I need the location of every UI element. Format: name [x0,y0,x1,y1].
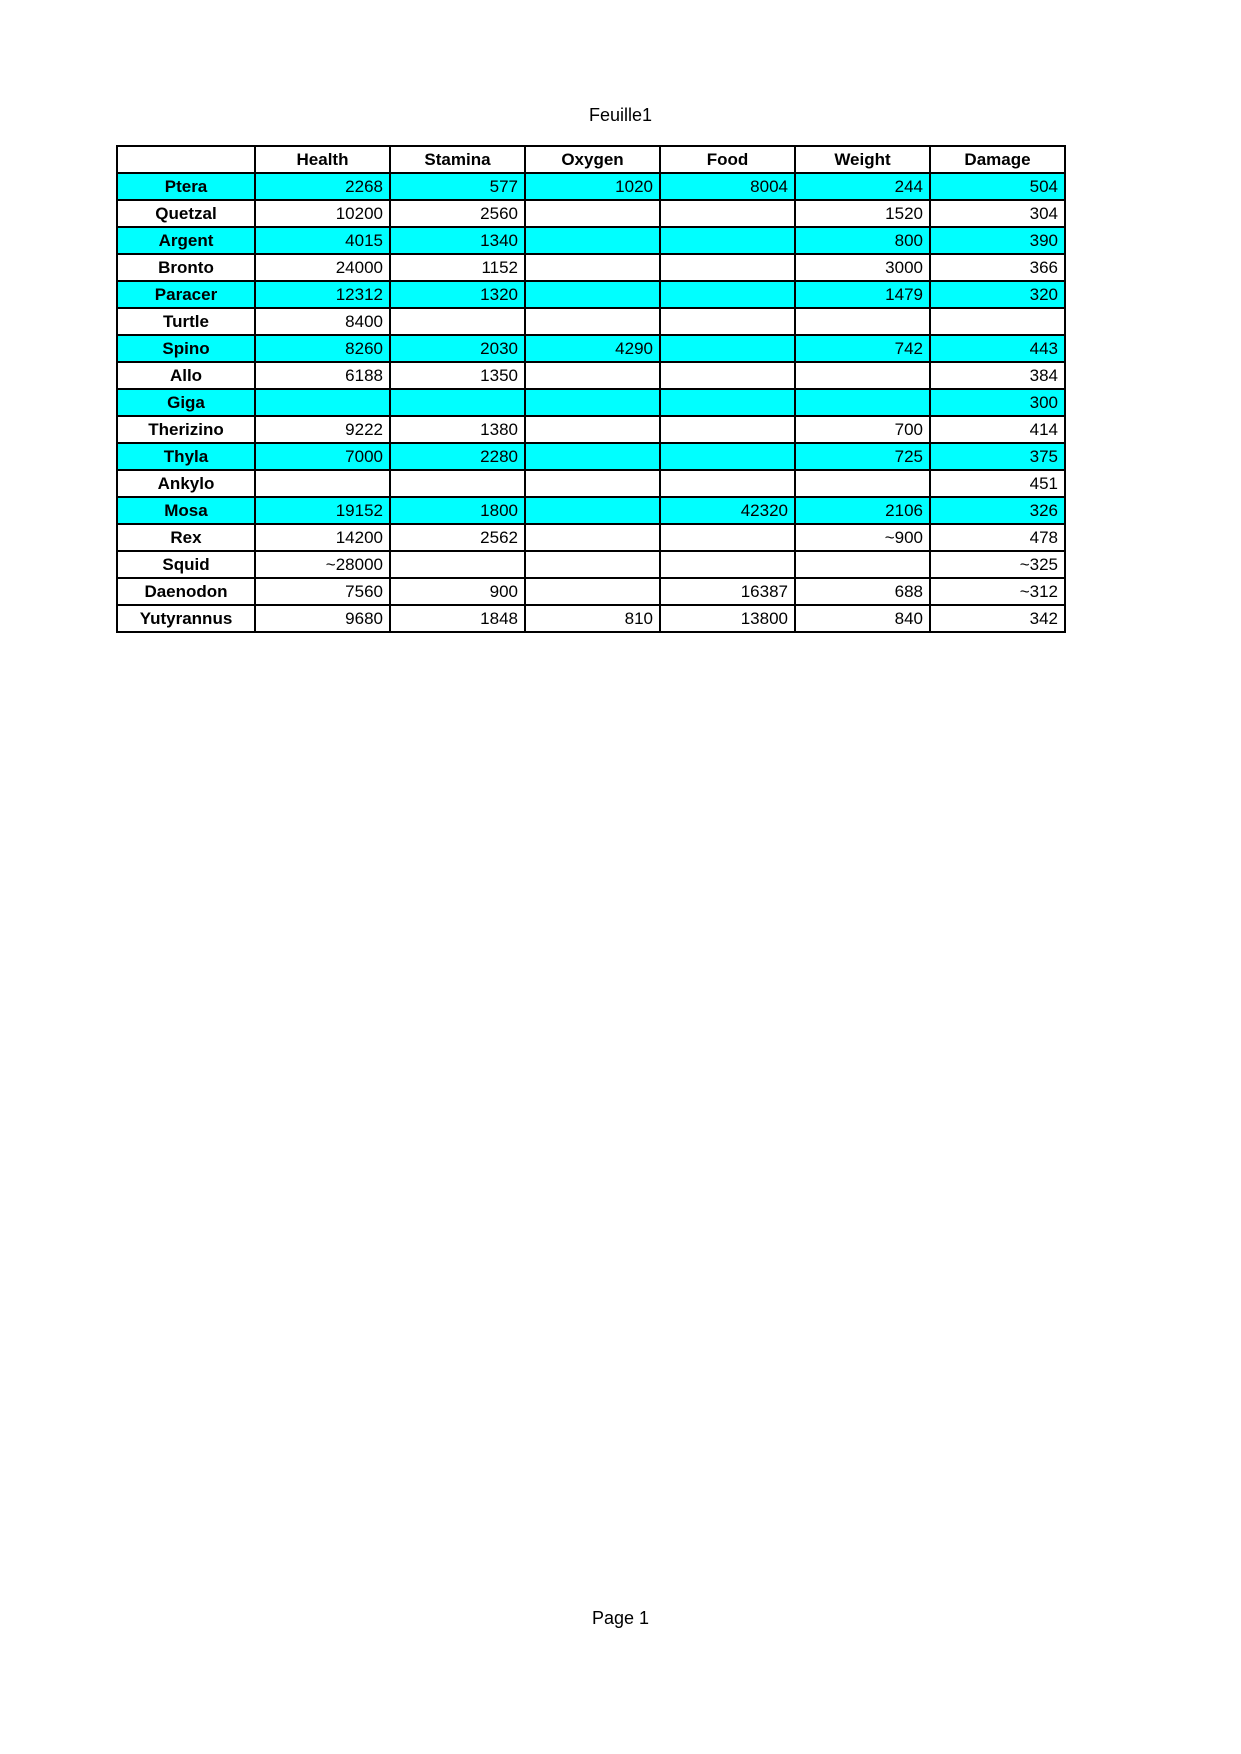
stat-cell [660,416,795,443]
stat-cell: 342 [930,605,1065,632]
stat-cell: 1350 [390,362,525,389]
stat-cell: 900 [390,578,525,605]
stat-cell [660,470,795,497]
stat-cell: ~900 [795,524,930,551]
row-label: Squid [117,551,255,578]
stat-cell [525,416,660,443]
table-body [117,173,1065,632]
stat-cell [390,470,525,497]
table-row [117,335,1065,362]
stat-cell: 8004 [660,173,795,200]
stat-cell [525,497,660,524]
stat-cell [525,281,660,308]
stat-cell: 375 [930,443,1065,470]
page-number-footer: Page 1 [591,1608,650,1628]
stat-cell: 1520 [795,200,930,227]
stat-cell: 12312 [255,281,390,308]
table-row [117,578,1065,605]
row-label: Turtle [117,308,255,335]
stat-cell [660,362,795,389]
corner-header-cell [117,146,255,173]
stat-cell [525,254,660,281]
stat-cell: 1152 [390,254,525,281]
stat-cell: 700 [795,416,930,443]
row-label: Thyla [117,443,255,470]
stat-cell: 14200 [255,524,390,551]
stat-cell: 42320 [660,497,795,524]
stat-cell: 577 [390,173,525,200]
stat-cell: 3000 [795,254,930,281]
column-header: Food [660,146,795,173]
stat-cell [255,389,390,416]
table-row [117,416,1065,443]
stat-cell: 24000 [255,254,390,281]
stat-cell: 478 [930,524,1065,551]
stat-cell: 304 [930,200,1065,227]
table-row [117,308,1065,335]
row-label: Giga [117,389,255,416]
stat-cell: 840 [795,605,930,632]
stat-cell [525,470,660,497]
stat-cell: 451 [930,470,1065,497]
stat-cell [660,200,795,227]
table-row [117,227,1065,254]
stat-cell: 2268 [255,173,390,200]
stat-cell: 244 [795,173,930,200]
stat-cell: 8260 [255,335,390,362]
stat-cell [525,362,660,389]
stat-cell: 8400 [255,308,390,335]
column-header: Oxygen [525,146,660,173]
stat-cell: 320 [930,281,1065,308]
stat-cell [525,578,660,605]
stat-cell: 688 [795,578,930,605]
column-header: Damage [930,146,1065,173]
table-row [117,200,1065,227]
table-row [117,362,1065,389]
stat-cell: 1479 [795,281,930,308]
stat-cell: 2560 [390,200,525,227]
table-row [117,389,1065,416]
row-label: Daenodon [117,578,255,605]
stat-cell [390,551,525,578]
stat-cell: 10200 [255,200,390,227]
row-label: Argent [117,227,255,254]
stat-cell: ~312 [930,578,1065,605]
stat-cell: 504 [930,173,1065,200]
row-label: Yutyrannus [117,605,255,632]
row-label: Paracer [117,281,255,308]
stat-cell: 300 [930,389,1065,416]
table-row [117,551,1065,578]
stat-cell [255,470,390,497]
table-row [117,443,1065,470]
row-label: Mosa [117,497,255,524]
stat-cell [525,227,660,254]
stat-cell: 2280 [390,443,525,470]
stat-cell: 725 [795,443,930,470]
stat-cell: 9680 [255,605,390,632]
column-header: Health [255,146,390,173]
column-header: Weight [795,146,930,173]
sheet-title: Feuille1 [588,105,653,125]
column-header: Stamina [390,146,525,173]
stat-cell: 2030 [390,335,525,362]
table-row [117,254,1065,281]
stat-cell: 810 [525,605,660,632]
stat-cell: 7000 [255,443,390,470]
stat-cell: 366 [930,254,1065,281]
row-label: Rex [117,524,255,551]
stat-cell [660,335,795,362]
stat-cell [660,308,795,335]
stat-cell: 443 [930,335,1065,362]
stat-cell: 19152 [255,497,390,524]
stat-cell [525,389,660,416]
stat-cell: ~325 [930,551,1065,578]
stat-cell: 414 [930,416,1065,443]
stat-cell: 1020 [525,173,660,200]
stat-cell [930,308,1065,335]
stat-cell [795,470,930,497]
stat-cell: 326 [930,497,1065,524]
stat-cell [525,308,660,335]
stat-cell: 1340 [390,227,525,254]
stat-cell: 1380 [390,416,525,443]
stat-cell [660,254,795,281]
stat-cell: 2106 [795,497,930,524]
stat-cell [795,389,930,416]
stat-cell [660,281,795,308]
stat-cell: 742 [795,335,930,362]
table-row [117,470,1065,497]
stat-cell [660,227,795,254]
stat-cell: 6188 [255,362,390,389]
stat-cell [660,389,795,416]
stat-cell: 4015 [255,227,390,254]
stat-cell: 1320 [390,281,525,308]
stat-cell: ~28000 [255,551,390,578]
row-label: Spino [117,335,255,362]
stat-cell: 1800 [390,497,525,524]
stat-cell [795,362,930,389]
stat-cell [525,551,660,578]
stat-cell [660,443,795,470]
row-label: Quetzal [117,200,255,227]
stat-cell: 390 [930,227,1065,254]
table-row [117,281,1065,308]
row-label: Bronto [117,254,255,281]
stat-cell [525,200,660,227]
stat-cell: 384 [930,362,1065,389]
table-row [117,497,1065,524]
table-row [117,173,1065,200]
stat-cell: 7560 [255,578,390,605]
stat-cell: 4290 [525,335,660,362]
table-row [117,524,1065,551]
stat-cell: 13800 [660,605,795,632]
stat-cell: 16387 [660,578,795,605]
row-label: Allo [117,362,255,389]
stat-cell [660,551,795,578]
creature-stats-table [116,145,1066,633]
stat-cell [390,389,525,416]
stat-cell [390,308,525,335]
stat-cell [525,443,660,470]
stat-cell: 1848 [390,605,525,632]
row-label: Ptera [117,173,255,200]
row-label: Ankylo [117,470,255,497]
stat-cell [660,524,795,551]
stat-cell [525,524,660,551]
header-row [117,146,1065,173]
stat-cell [795,551,930,578]
stat-cell: 800 [795,227,930,254]
table-row [117,605,1065,632]
stat-cell [795,308,930,335]
row-label: Therizino [117,416,255,443]
stat-cell: 2562 [390,524,525,551]
stat-cell: 9222 [255,416,390,443]
